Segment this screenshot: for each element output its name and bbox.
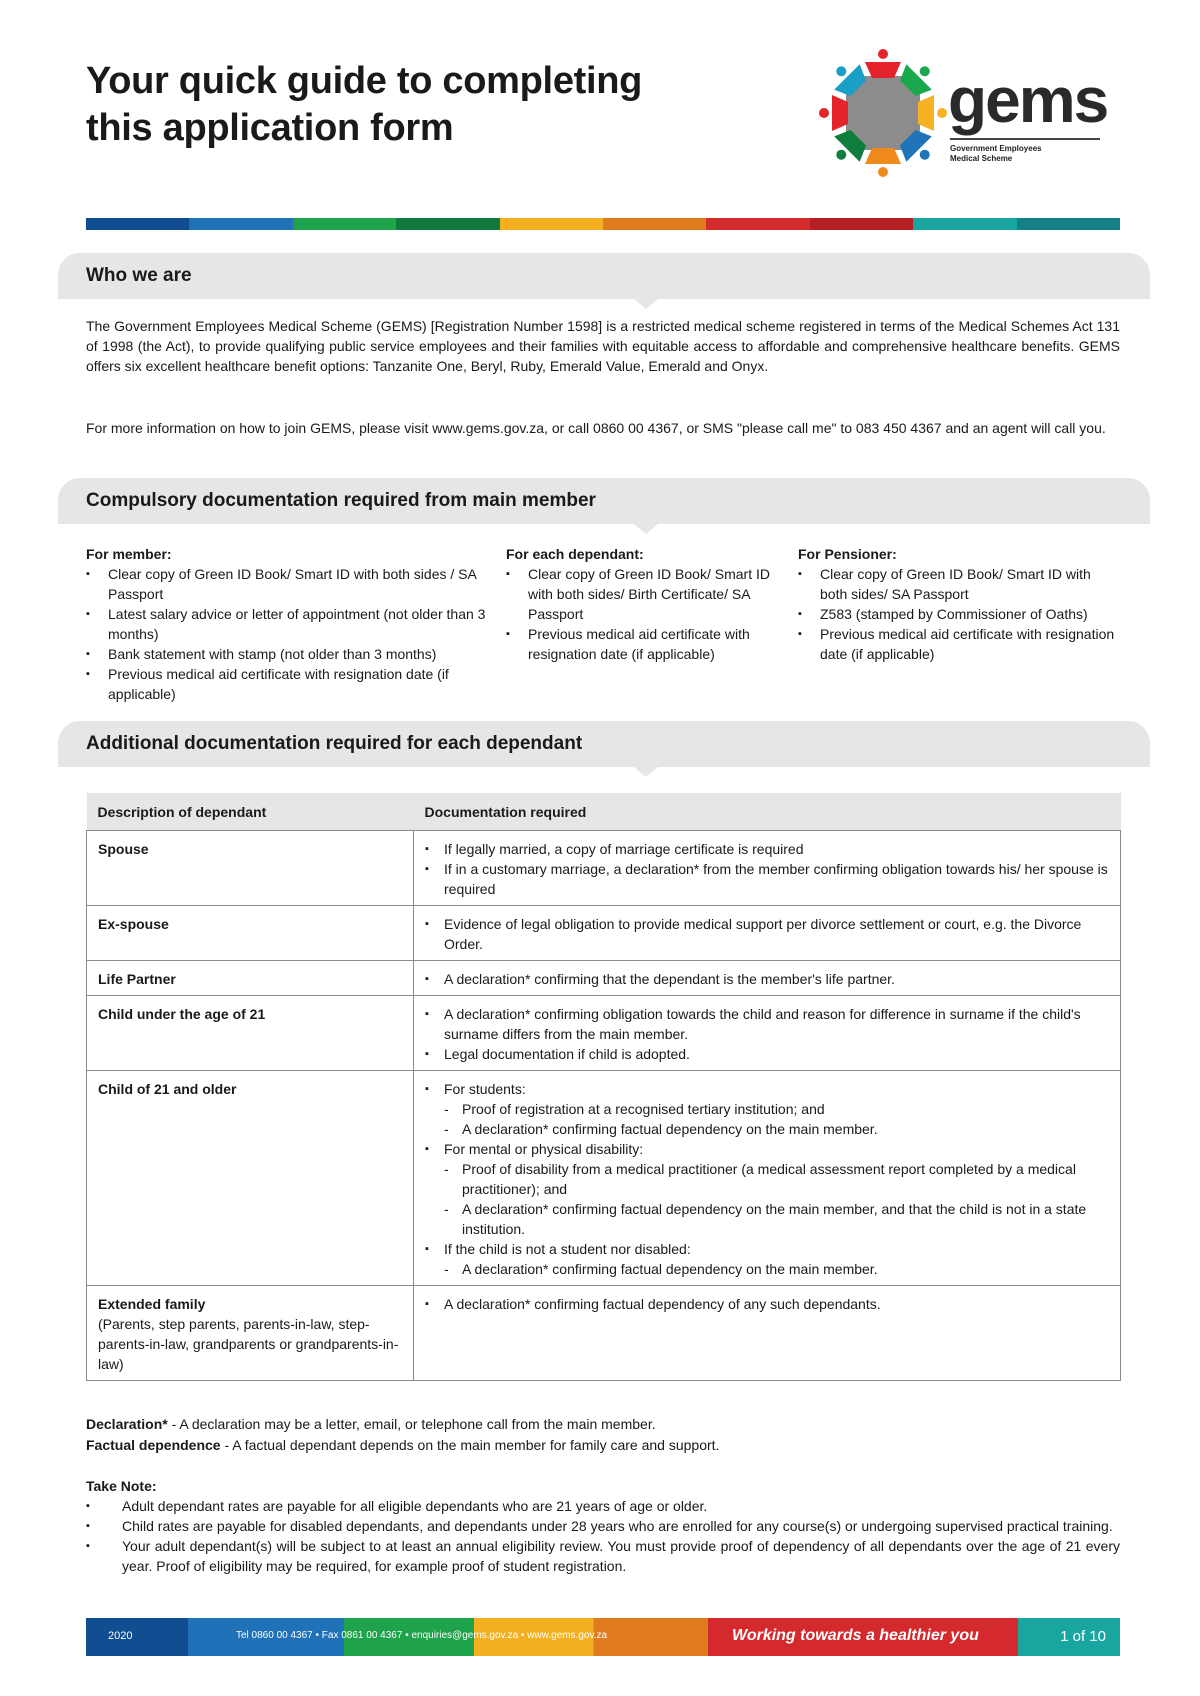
page-title-line-2: this application form xyxy=(86,107,454,149)
list-item: ▪ Latest salary advice or letter of appointment (not older than 3 months) xyxy=(86,604,486,644)
list-item: ▪ Child rates are payable for disabled dependants, and dependants under 28 years who are enrolled for any course(s) or undergoing supervised practical training. xyxy=(86,1516,1120,1536)
gems-logo xyxy=(818,48,1118,178)
list-subitem: - Proof of registration at a recognised tertiary institution; and xyxy=(425,1099,1109,1119)
row-label: Spouse xyxy=(87,831,414,906)
definition-factual xyxy=(86,1435,1120,1456)
definition-term: Declaration* xyxy=(86,1416,168,1432)
row-label-subtitle: (Parents, step parents, parents-in-law, step-parents-in-law, grandparents or grandparents-in-law) xyxy=(98,1316,399,1372)
strip-segment xyxy=(86,218,189,230)
page-title-line-1: Your quick guide to completing xyxy=(86,60,643,102)
list-item: ▪ Evidence of legal obligation to provide medical support per divorce settlement or court, e.g. the Divorce Order. xyxy=(425,914,1109,954)
section-title-who: Who we are xyxy=(86,265,192,286)
dependant-docs-column xyxy=(506,544,778,664)
list-item: ▪ A declaration* confirming factual dependency of any such dependants. xyxy=(425,1294,1109,1314)
list-item: ▪ If the child is not a student nor disabled: xyxy=(425,1239,1109,1259)
section-header-who xyxy=(58,253,1150,299)
table-header-row xyxy=(87,793,1121,831)
strip-segment xyxy=(293,218,396,230)
list-item: ▪ Clear copy of Green ID Book/ Smart ID with both sides/ Birth Certificate/ SA Passport xyxy=(506,564,778,624)
list-item: ▪ For students: xyxy=(425,1079,1109,1099)
footer-contact: Tel 0860 00 4367 • Fax 0861 00 4367 • enquiries@gems.gov.za • www.gems.gov.za xyxy=(236,1630,608,1641)
row-label: Child of 21 and older xyxy=(87,1071,414,1286)
pensioner-docs-column xyxy=(798,544,1120,664)
footer-page-segment xyxy=(1018,1618,1120,1656)
list-item: ▪ For mental or physical disability: xyxy=(425,1139,1109,1159)
section-title-compulsory: Compulsory documentation required from main member xyxy=(86,490,596,511)
strip-segment xyxy=(1017,218,1120,230)
logo-divider xyxy=(950,138,1100,140)
list-subitem: - A declaration* confirming factual dependency on the main member. xyxy=(425,1259,1109,1279)
list-item: ▪ Adult dependant rates are payable for all eligible dependants who are 21 years of age or older. xyxy=(86,1496,1120,1516)
footer-slogan-segment xyxy=(708,1618,1018,1656)
list-item: ▪ Legal documentation if child is adopted. xyxy=(425,1044,1109,1064)
footer-contact-segment xyxy=(188,1618,708,1656)
list-item: ▪ If in a customary marriage, a declaration* from the member confirming obligation towards his/ her spouse is required xyxy=(425,859,1109,899)
take-note xyxy=(86,1476,1120,1576)
definition-text: - A declaration may be a letter, email, or telephone call from the main member. xyxy=(167,1416,656,1432)
list-item: ▪ Previous medical aid certificate with resignation date (if applicable) xyxy=(506,624,778,664)
page-title xyxy=(86,58,706,152)
list-item: ▪ A declaration* confirming obligation towards the child and reason for difference in surname if the child's surname differs from the main member. xyxy=(425,1004,1109,1044)
logo-petal xyxy=(918,95,947,131)
row-label: Ex-spouse xyxy=(87,906,414,961)
dependant-docs-title: For each dependant: xyxy=(506,546,644,562)
row-label: Life Partner xyxy=(87,961,414,996)
table-header-description: Description of dependant xyxy=(87,793,414,831)
dependant-docs-list xyxy=(506,564,778,664)
strip-segment xyxy=(189,218,292,230)
table-row xyxy=(87,1286,1121,1381)
row-label: Child under the age of 21 xyxy=(87,996,414,1071)
list-item: ▪ A declaration* confirming that the dependant is the member's life partner. xyxy=(425,969,1109,989)
gems-logo-emblem-icon xyxy=(818,48,948,178)
section-notch xyxy=(634,524,658,534)
section-header-compulsory xyxy=(58,478,1150,524)
table-row xyxy=(87,831,1121,906)
footer-bar xyxy=(86,1618,1120,1656)
footer-slogan: Working towards a healthier you xyxy=(732,1627,979,1644)
list-item: ▪ Previous medical aid certificate with resignation date (if applicable) xyxy=(86,664,486,704)
footer-year: 2020 xyxy=(108,1630,133,1642)
strip-segment xyxy=(913,218,1016,230)
list-item: ▪ Z583 (stamped by Commissioner of Oaths) xyxy=(798,604,1120,624)
row-docs xyxy=(414,1071,1121,1286)
definition-declaration xyxy=(86,1414,1120,1435)
strip-segment xyxy=(396,218,499,230)
row-docs xyxy=(414,906,1121,961)
list-item: ▪ Bank statement with stamp (not older than 3 months) xyxy=(86,644,486,664)
logo-subtitle-line-1: Government Employees xyxy=(950,144,1042,153)
definitions xyxy=(86,1414,1120,1456)
row-docs xyxy=(414,961,1121,996)
logo-petal xyxy=(865,49,901,78)
list-subitem: - A declaration* confirming factual dependency on the main member, and that the child is not in a state institution. xyxy=(425,1199,1109,1239)
dependant-docs-table xyxy=(86,793,1121,1381)
section-notch xyxy=(634,299,658,309)
pensioner-docs-title: For Pensioner: xyxy=(798,546,897,562)
logo-subtitle xyxy=(950,144,1042,164)
logo-petal xyxy=(819,95,848,131)
logo-petal xyxy=(865,148,901,177)
table-row xyxy=(87,996,1121,1071)
who-paragraph-2: For more information on how to join GEMS, please visit www.gems.gov.za, or call 0860 00 4367, or SMS "please call me" to 083 450 4367 and an agent will call you. xyxy=(86,420,1106,436)
section-header-additional xyxy=(58,721,1150,767)
table-row xyxy=(87,961,1121,996)
strip-segment xyxy=(810,218,913,230)
section-title-additional: Additional documentation required for each dependant xyxy=(86,733,583,754)
row-docs xyxy=(414,831,1121,906)
row-docs xyxy=(414,996,1121,1071)
member-docs-list xyxy=(86,564,486,704)
member-docs-title: For member: xyxy=(86,546,172,562)
table-row xyxy=(87,1071,1121,1286)
list-item: ▪ If legally married, a copy of marriage certificate is required xyxy=(425,839,1109,859)
footer-year-segment xyxy=(86,1618,188,1656)
gems-logo-wordmark: gems xyxy=(948,64,1108,136)
row-label xyxy=(87,1286,414,1381)
section-notch xyxy=(634,767,658,777)
list-subitem: - A declaration* confirming factual dependency on the main member. xyxy=(425,1119,1109,1139)
strip-segment xyxy=(706,218,809,230)
take-note-list xyxy=(86,1496,1120,1576)
strip-segment xyxy=(500,218,603,230)
list-item: ▪ Clear copy of Green ID Book/ Smart ID with both sides/ SA Passport xyxy=(798,564,1120,604)
who-paragraph-1: The Government Employees Medical Scheme (GEMS) [Registration Number 1598] is a restricted medical scheme registered in terms of the Medical Schemes Act 131 of 1998 (the Act), to provide qualifying public service employees and their families with equitable access to affordable and comprehensive healthcare benefits. GEMS offers six excellent healthcare benefit options: Tanzanite One, Beryl, Ruby, Emerald Value, Emerald and Onyx. xyxy=(86,318,1120,374)
pensioner-docs-list xyxy=(798,564,1120,664)
definition-term: Factual dependence xyxy=(86,1437,221,1453)
member-docs-column xyxy=(86,544,486,704)
list-item: ▪ Clear copy of Green ID Book/ Smart ID with both sides / SA Passport xyxy=(86,564,486,604)
list-item: ▪ Your adult dependant(s) will be subject to at least an annual eligibility review. You must provide proof of dependency of all dependants over the age of 21 every year. Proof of eligibility may be required, for example proof of student registration. xyxy=(86,1536,1120,1576)
list-subitem: - Proof of disability from a medical practitioner (a medical assessment report completed by a medical practitioner); and xyxy=(425,1159,1109,1199)
row-label-title: Extended family xyxy=(98,1296,206,1312)
logo-subtitle-line-2: Medical Scheme xyxy=(950,154,1013,163)
definition-text: - A factual dependant depends on the main member for family care and support. xyxy=(220,1437,720,1453)
take-note-title: Take Note: xyxy=(86,1478,157,1494)
table-row xyxy=(87,906,1121,961)
table-header-documentation: Documentation required xyxy=(414,793,1121,831)
row-docs xyxy=(414,1286,1121,1381)
list-item: ▪ Previous medical aid certificate with resignation date (if applicable) xyxy=(798,624,1120,664)
strip-segment xyxy=(603,218,706,230)
colour-strip xyxy=(86,218,1120,230)
page-number: 1 of 10 xyxy=(1060,1628,1106,1645)
